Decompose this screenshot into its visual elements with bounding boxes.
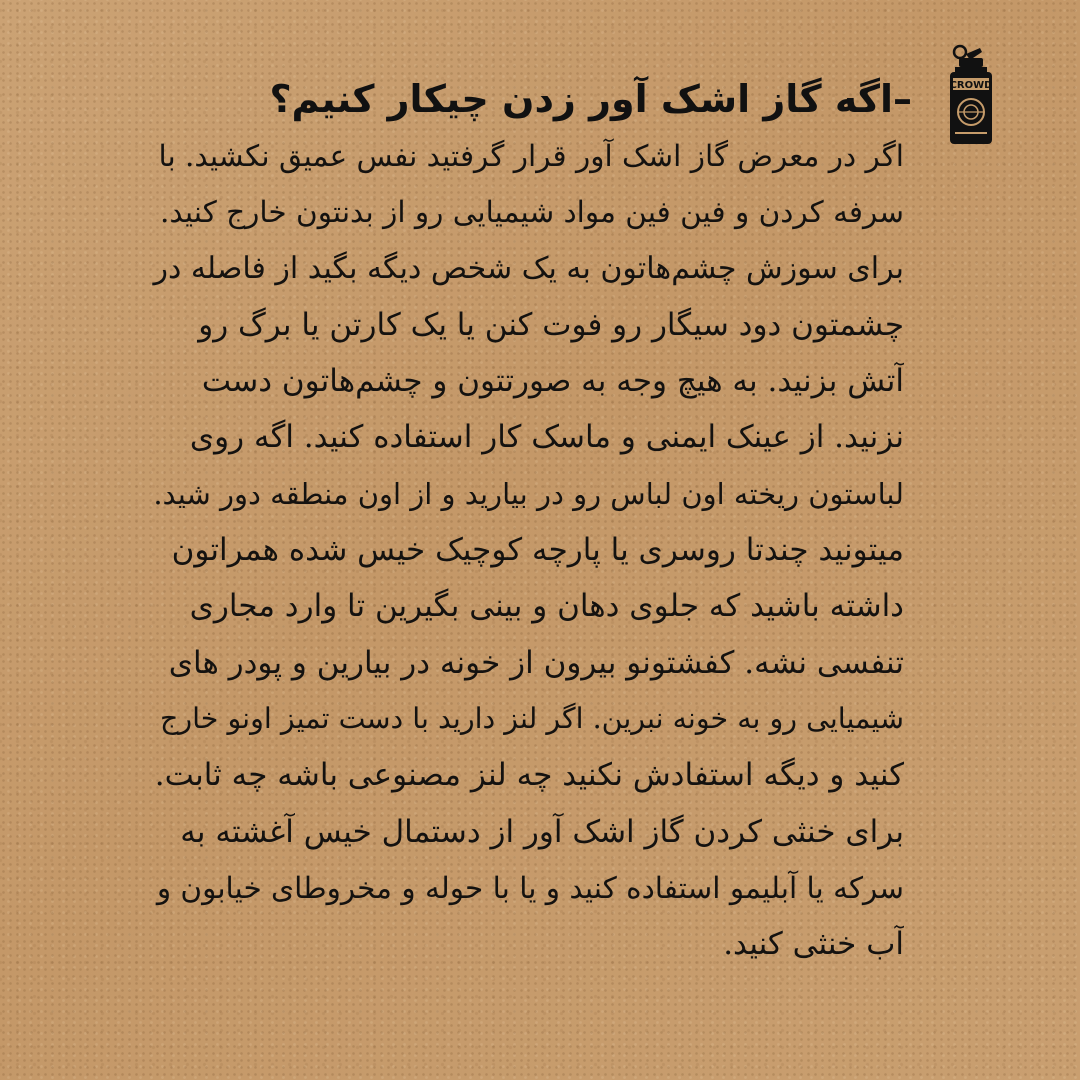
body-line: نزنید. از عینک ایمنی و ماسک کار استفاده کنید. اگه روی	[189, 419, 904, 456]
body-line: سرفه کردن و فین فین مواد شیمیایی رو از بدنتون خارج کنید.	[160, 195, 904, 230]
body-line: میتونید چندتا روسری یا پارچه کوچیک خیس شده همراتون	[171, 532, 904, 569]
body-line: برای سوزش چشم‌هاتون به یک شخص دیگه بگید از فاصله در	[153, 250, 904, 286]
logo-text: CROWD	[949, 80, 993, 91]
body-line: برای خنثی کردن گاز اشک آور از دستمال خیس آغشته به	[180, 813, 904, 850]
body-text	[152, 128, 904, 972]
body-line: شیمیایی رو به خونه نبرین. اگر لنز دارید با دست تمیز اونو خارج	[159, 701, 904, 735]
body-line: لباستون ریخته اون لباس رو در بیارید و از اون منطقه دور شید.	[153, 476, 904, 511]
poster-title: –اگه گاز اشک آور زدن چیکار کنیم؟	[269, 77, 912, 121]
grenade-can-icon	[946, 44, 996, 148]
body-line: آب خنثی کنید.	[723, 926, 904, 963]
body-line: سرکه یا آبلیمو استفاده کنید و یا با حوله و مخروطای خیابون و	[156, 870, 904, 905]
body-line: تنفسی نشه. کفشتونو بیرون از خونه در بیارین و پودر های	[168, 644, 904, 681]
body-line: اگر در معرض گاز اشک آور قرار گرفتید نفس عمیق نکشید. با	[158, 139, 904, 173]
body-line: کنید و دیگه استفادش نکنید چه لنز مصنوعی باشه چه ثابت.	[154, 757, 904, 794]
body-line: چشمتون دود سیگار رو فوت کنن یا یک کارتن یا برگ رو	[198, 306, 904, 343]
body-line: آتش بزنید. به هیچ وجه به صورتتون و چشم‌هاتون دست	[201, 363, 904, 400]
body-line: داشته باشید که جلوی دهان و بینی بگیرین تا وارد مجاری	[189, 588, 904, 625]
